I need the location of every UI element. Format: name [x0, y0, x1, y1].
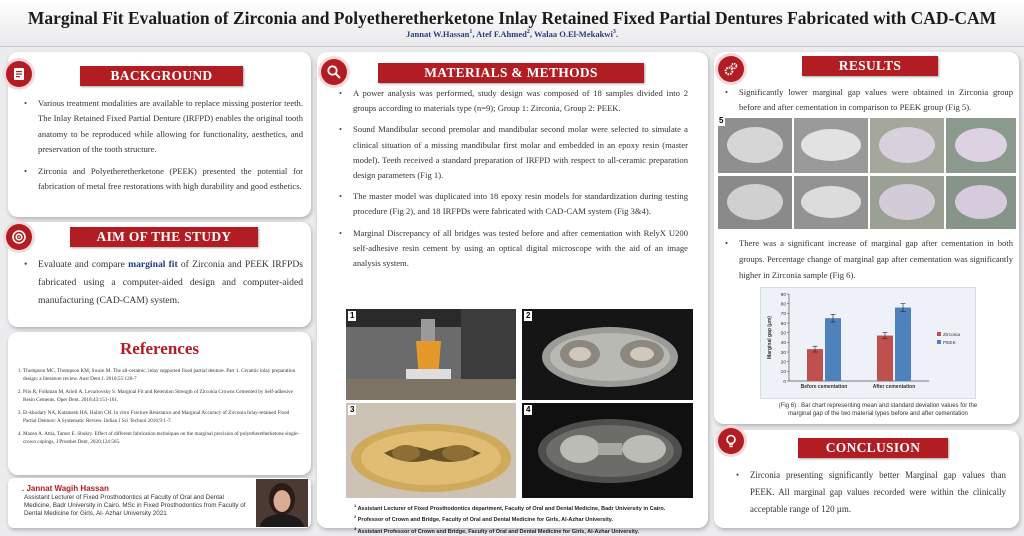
conclusion-heading: CONCLUSION	[798, 438, 948, 458]
aim-text	[24, 256, 303, 310]
methods-heading: MATERIALS & METHODS	[378, 63, 644, 83]
list-item: • A power analysis was performed, study design was composed of 18 samples divided into 2 groups according to materials type (n=9); Group 1: Zirconia, Group 2: PEEK.	[339, 86, 688, 116]
author-card-bio: Assistant Lecturer of Fixed Prosthodontics at Faculty of Oral and Dental Medicine, Badr University in Cairo. MSc in Fixed Prosthodontics from Faculty of Dental Medicine for Girls, Al- Azhar University 2021	[24, 494, 246, 517]
footnote: $^1$ Assistant Lecturer of Fixed Prosthodontics department, Faculty of Oral and Dental Medicine, Badr University in Cairo.	[354, 503, 666, 512]
figure-3-photo	[346, 403, 516, 498]
figure-6-chart	[760, 287, 976, 399]
author-name: Jannat W.Hassan	[406, 29, 470, 39]
x-tick-label: Before cementation	[800, 384, 848, 390]
y-tick-label: 50	[780, 331, 786, 337]
magnifier-icon	[321, 59, 347, 85]
figure-label: 4	[526, 405, 531, 414]
bar-chart	[761, 288, 975, 398]
bar-peek	[825, 318, 841, 381]
lightbulb-icon	[718, 428, 744, 454]
background-heading: BACKGROUND	[80, 66, 243, 86]
y-tick-label: 40	[780, 341, 786, 347]
legend-label: Zirconia	[943, 333, 961, 338]
aim-heading: AIM OF THE STUDY	[70, 227, 258, 247]
reference-item: 2. Pilo R, Folkman M, Arieli A, Levartovsky S. Marginal Fit and Retention Strength of Zirconia Crowns Cemented by Self-adhesive Resin Cements. Oper Dent. 2018;43:151-161.	[23, 388, 304, 404]
author-line: Jannat W.Hassan$^1$, Atef F.Ahmed$^2$, Walaa O.El-Mekakwi$^3$.	[406, 29, 618, 39]
y-tick-label: 80	[780, 302, 786, 308]
background-text	[24, 96, 303, 194]
y-tick-label: 0	[783, 379, 786, 385]
y-axis-label: Marginal gap (µm)	[767, 316, 773, 359]
author-name: Walaa O.El-Mekakwi	[533, 29, 613, 39]
methods-text	[339, 86, 688, 271]
figure-label: 2	[526, 311, 531, 320]
figure-label: 3	[350, 405, 355, 414]
poster-title: Marginal Fit Evaluation of Zirconia and Polyetheretherketone Inlay Retained Fixed Partial Dentures Fabricated with CAD-CAM	[27, 8, 997, 28]
figure-2-photo	[522, 309, 693, 400]
figure-1-photo	[346, 309, 516, 400]
gears-icon	[718, 56, 744, 82]
y-tick-label: 10	[780, 370, 786, 376]
chart-caption: (Fig 6) : Bar chart representing mean and standard deviation values for the marginal gap of the two material types before and after cementation	[778, 403, 978, 417]
list-item: • There was a significant increase of marginal gap after cementation in both groups. Percentage change of marginal gap after cementation was significantly higher in Zirconia sample (Fig 6).	[725, 236, 1013, 283]
marginal-fit-emphasis: marginal fit	[128, 259, 178, 270]
references-heading: References	[120, 339, 199, 358]
figure-label: 1	[350, 311, 355, 320]
results-text-1	[725, 85, 1013, 116]
footnote: $^3$ Assistant Professor of Crown and Bridge, Faculty of Oral and Dental Medicine for Girls, Al-Azhar University.	[354, 525, 640, 535]
figure-5-grid	[716, 116, 1018, 231]
bar-peek	[895, 308, 911, 381]
references-list	[14, 367, 304, 451]
y-tick-label: 70	[780, 312, 786, 318]
results-heading: RESULTS	[802, 56, 938, 76]
footnote: $^2$ Professor of Crown and Bridge, Faculty of Oral and Dental Medicine for Girls, Al-Azhar University.	[354, 514, 613, 524]
bar-zirconia	[877, 336, 893, 381]
author-name: Atef F.Ahmed	[476, 29, 527, 39]
document-icon	[6, 61, 32, 87]
reference-item: 3. El-khodary NA, Katamesh HA, Halim CH. In vitro Fracture Resistance and Marginal Accuracy of Zirconia Inlay-retained Fixed Partial Denture: A Systematic Review. Indian J Sci Technol 2016;9:1-7.	[23, 409, 304, 425]
bar-zirconia	[807, 349, 823, 381]
list-item: • Marginal Discrepancy of all bridges was tested before and after cementation with RelyX U200 self-adhesive resin cement by using an optical digital microscope with the aid of an image analysis system.	[339, 226, 688, 272]
y-tick-label: 30	[780, 350, 786, 356]
reference-item: 4. Mazen A. Attia, Tamer E. Shokry. Effect of different fabrication techniques on the marginal precision of polyetheretherketone single-crown copings, J Prosthet Dent, 2020;124:565.	[23, 430, 304, 446]
conclusion-text	[736, 467, 1006, 518]
y-tick-label: 60	[780, 321, 786, 327]
figure-4-photo	[522, 403, 693, 498]
results-text-2	[725, 236, 1013, 283]
legend-swatch	[937, 340, 941, 344]
list-item: • Zirconia presenting significantly better Marginal gap values than PEEK. All marginal gap values recorded were within the clinically acceptable range of 120 µm.	[736, 467, 1006, 518]
list-item: • Significantly lower marginal gap values were obtained in Zirconia group before and after cementation in comparison to PEEK group (Fig 5).	[725, 85, 1013, 116]
y-tick-label: 20	[780, 360, 786, 366]
target-icon	[6, 224, 32, 250]
author-card-name: . Jannat Wagih Hassan	[22, 484, 109, 493]
list-item: • Various treatment modalities are available to replace missing posterior teeth. The Inlay Retained Fixed Partial Denture (IRFPD) enables the original tooth anatomy to be reproduced while allowing for functionality, aesthetics, and preservation of the tooth structure.	[24, 96, 303, 158]
list-item: • Evaluate and compare marginal fit of Zirconia and PEEK IRFPDs fabricated using a computer-aided design and computer-aided manufacturing (CAD-CAM) system.	[24, 256, 303, 310]
legend-label: PEEK	[943, 341, 956, 346]
list-item: • The master model was duplicated into 18 epoxy resin models for standardization during testing procedure (Fig 2), and 18 IRFPDs were fabricated with CAD-CAM system (Fig 3&4).	[339, 189, 688, 219]
x-tick-label: After cementation	[872, 384, 916, 390]
legend-swatch	[937, 332, 941, 336]
avatar	[256, 479, 308, 527]
reference-item: 1. Thompson MC, Thompson KM, Swain M. The all-ceramic, inlay supported fixed partial denture. Part 1. Ceramic inlay preparation design: a literature review. Aust Dent J. 2010;55:120-7	[23, 367, 304, 383]
list-item: • Zirconia and Polyetheretherketone (PEEK) presented the potential for fabrication of metal free restorations with high durability and good esthetics.	[24, 164, 303, 195]
figure-label: 5	[719, 116, 724, 125]
list-item: • Sound Mandibular second premolar and mandibular second molar were selected to simulate a clinical situation of a missing mandibular first molar and embedded in an epoxy resin (master model). Teeth received a standard preparation of IRFPD with respect to all-ceramic preparation design parameters (Fig 1).	[339, 122, 688, 183]
y-tick-label: 90	[780, 292, 786, 298]
